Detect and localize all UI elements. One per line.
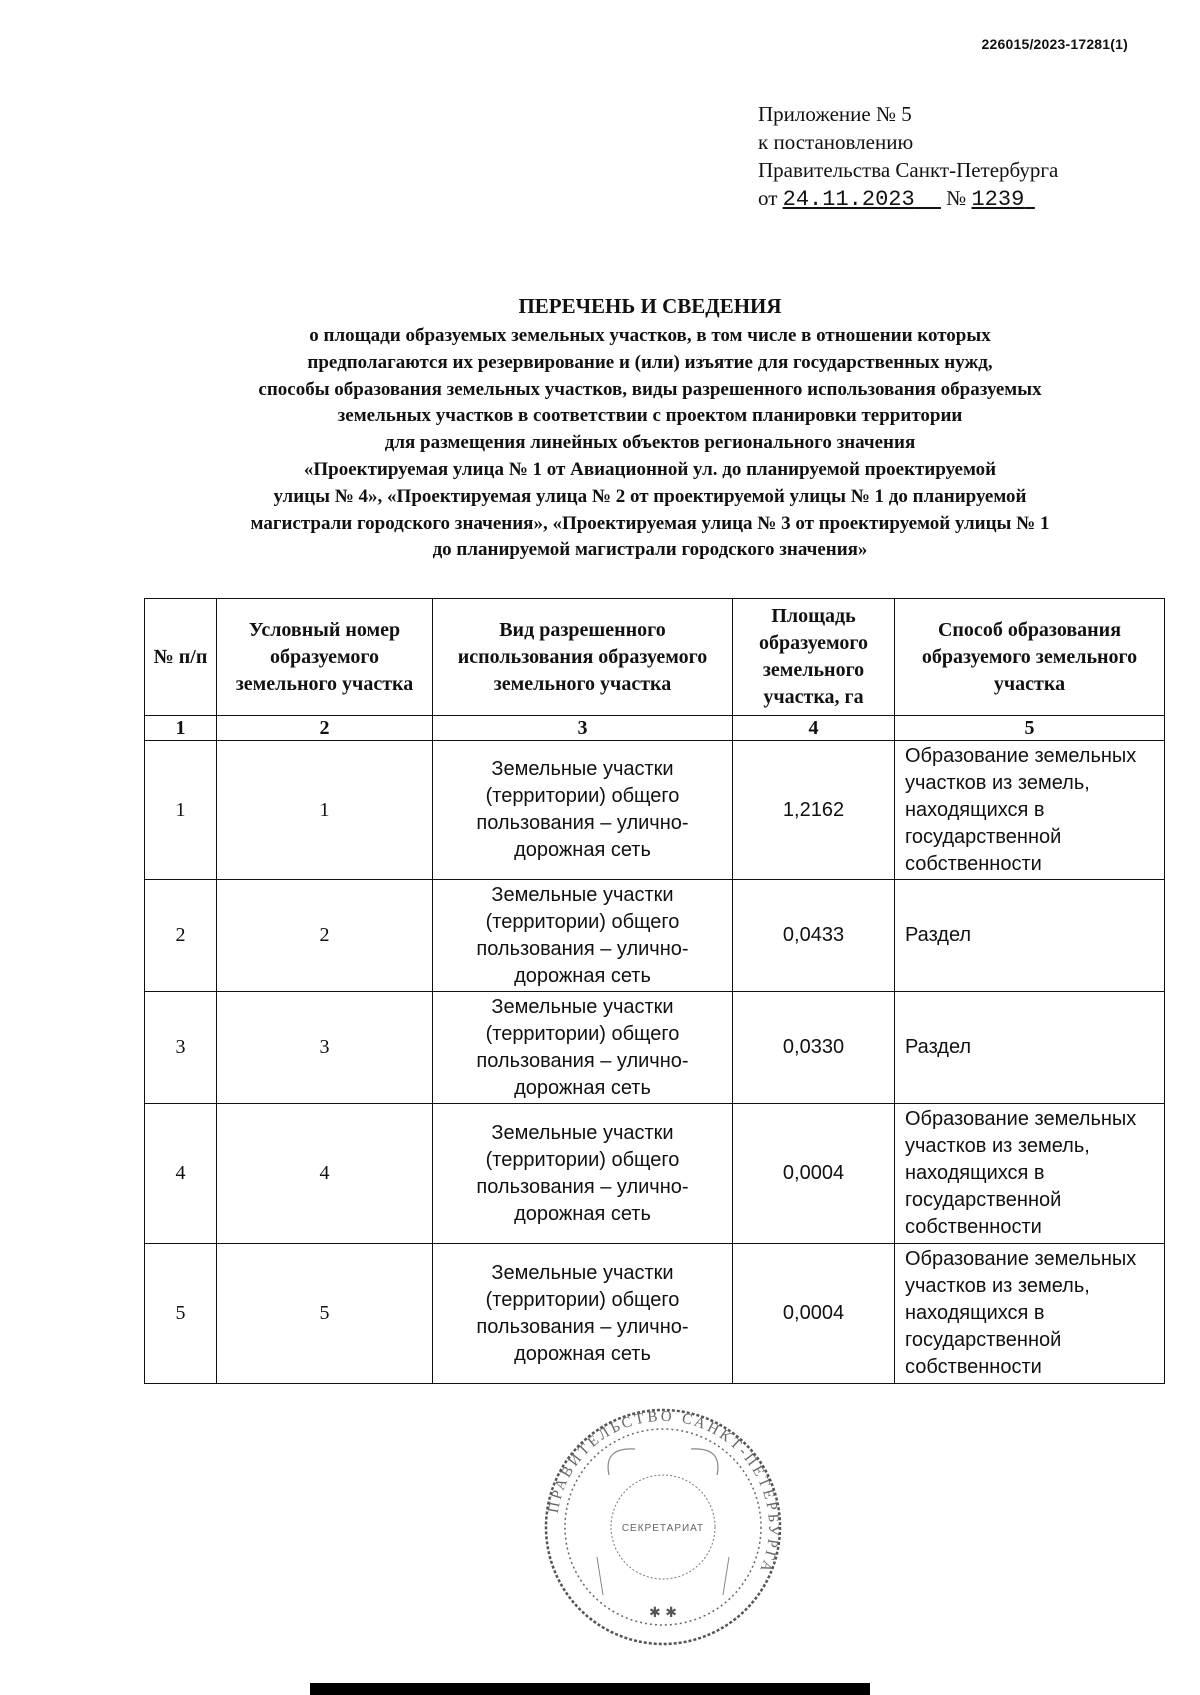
column-number: 4: [733, 716, 895, 741]
header-cell-formation-method: Способ образования образуемого земельного участка: [895, 599, 1165, 716]
seal-star-icon: ✱ ✱: [649, 1605, 677, 1621]
cell-conditional-number: 2: [217, 880, 433, 992]
table-header-row: [145, 599, 1165, 716]
subtitle-line: до планируемой магистрали городского значения»: [432, 539, 868, 561]
document-title: ПЕРЕЧЕНЬ И СВЕДЕНИЯ: [518, 294, 782, 318]
cell-area: 0,0433: [733, 880, 895, 992]
subtitle-line: способы образования земельных участков, виды разрешенного использования образуемых: [258, 378, 1042, 400]
table-row: [145, 880, 1165, 992]
cell-permitted-use: Земельные участки (территории) общего пользования – улично-дорожная сеть: [433, 1244, 733, 1384]
seal-outer-text: ПРАВИТЕЛЬСТВО САНКТ-ПЕТЕРБУРГА: [545, 1408, 782, 1577]
table-row: [145, 1244, 1165, 1384]
subtitle-line: предполагаются их резервирование и (или) изъятие для государственных нужд,: [307, 351, 993, 373]
cell-formation-method: Образование земельных участков из земель, находящихся в государственной собственности: [895, 741, 1165, 880]
date-value: 24.11.2023: [782, 187, 915, 212]
date-prefix: от: [758, 186, 778, 210]
cell-conditional-number: 4: [217, 1104, 433, 1244]
subtitle-line: о площади образуемых земельных участков, в том числе в отношении которых: [309, 325, 991, 346]
column-number: 5: [895, 716, 1165, 741]
official-seal-stamp: [543, 1407, 783, 1647]
annex-line-1: Приложение № 5: [758, 102, 912, 126]
header-cell-number: № п/п: [145, 599, 217, 716]
column-number: 2: [217, 716, 433, 741]
cell-permitted-use: Земельные участки (территории) общего пользования – улично-дорожная сеть: [433, 1104, 733, 1244]
cell-area: 0,0004: [733, 1244, 895, 1384]
cell-area: 1,2162: [733, 741, 895, 880]
subtitle-line: для размещения линейных объектов регионального значения: [384, 432, 916, 454]
cell-permitted-use: Земельные участки (территории) общего пользования – улично-дорожная сеть: [433, 992, 733, 1104]
document-subtitle: [100, 323, 1200, 564]
cell-conditional-number: 1: [217, 741, 433, 880]
number-prefix: №: [946, 186, 967, 210]
cell-formation-method: Образование земельных участков из земель, находящихся в государственной собственности: [895, 1244, 1165, 1384]
annex-block: [758, 100, 1058, 214]
subtitle-line: магистрали городского значения», «Проектируемая улица № 3 от проектируемой улицы № 1: [250, 512, 1050, 534]
header-cell-permitted-use: Вид разрешенного использования образуемого земельного участка: [433, 599, 733, 716]
header-cell-conditional-number: Условный номер образуемого земельного участка: [217, 599, 433, 716]
table-row: [145, 1104, 1165, 1244]
table-row: [145, 992, 1165, 1104]
cell-formation-method: Раздел: [895, 992, 1165, 1104]
subtitle-line: улицы № 4», «Проектируемая улица № 2 от проектируемой улицы № 1 до планируемой: [273, 485, 1027, 507]
annex-date-line: [758, 184, 1058, 214]
column-number: 3: [433, 716, 733, 741]
land-plots-table: [144, 598, 1165, 1384]
cell-conditional-number: 5: [217, 1244, 433, 1384]
cell-permitted-use: Земельные участки (территории) общего пользования – улично-дорожная сеть: [433, 880, 733, 992]
table-row: [145, 741, 1165, 880]
cell-number: 3: [145, 992, 217, 1104]
cell-formation-method: Раздел: [895, 880, 1165, 992]
subtitle-line: «Проектируемая улица № 1 от Авиационной ул. до планируемой проектируемой: [303, 458, 997, 480]
subtitle-line: земельных участков в соответствии с проектом планировки территории: [337, 405, 963, 427]
cell-formation-method: Образование земельных участков из земель, находящихся в государственной собственности: [895, 1104, 1165, 1244]
cell-number: 1: [145, 741, 217, 880]
header-cell-area: Площадь образуемого земельного участка, га: [733, 599, 895, 716]
number-value: 1239: [971, 187, 1025, 212]
cell-area: 0,0004: [733, 1104, 895, 1244]
annex-line-3: Правительства Санкт-Петербурга: [758, 158, 1059, 182]
cell-number: 4: [145, 1104, 217, 1244]
cell-permitted-use: Земельные участки (территории) общего пользования – улично-дорожная сеть: [433, 741, 733, 880]
cell-number: 2: [145, 880, 217, 992]
document-registration-id: 226015/2023-17281(1): [981, 36, 1128, 52]
annex-line-2: к постановлению: [758, 130, 914, 154]
seal-inner-text: СЕКРЕТАРИАТ: [621, 1523, 705, 1534]
cell-number: 5: [145, 1244, 217, 1384]
cell-area: 0,0330: [733, 992, 895, 1104]
column-number-row: [145, 716, 1165, 741]
scan-edge-bar: [310, 1683, 870, 1695]
cell-conditional-number: 3: [217, 992, 433, 1104]
column-number: 1: [145, 716, 217, 741]
